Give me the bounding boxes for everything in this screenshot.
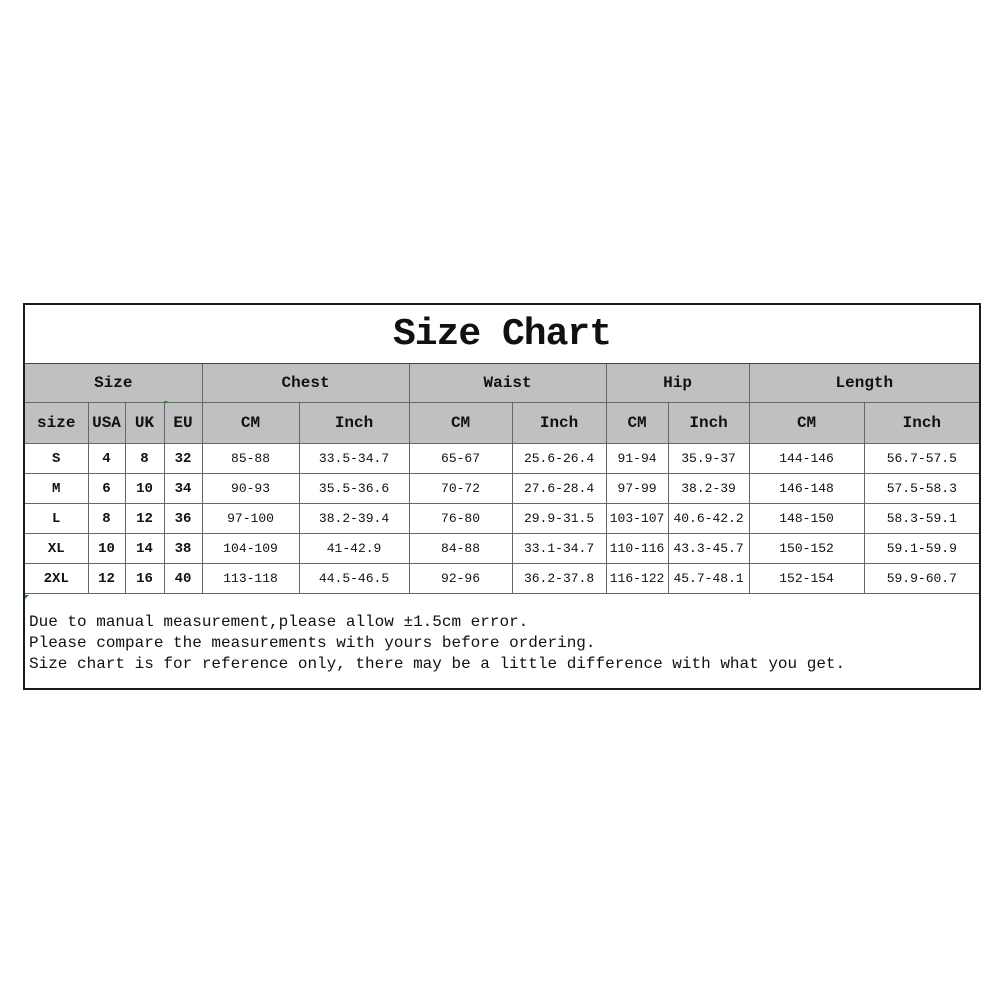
notes	[25, 594, 979, 675]
cell-marker-icon	[164, 401, 168, 405]
cell: 12	[125, 504, 164, 534]
group-size: Size	[25, 364, 202, 403]
cell: 29.9-31.5	[512, 504, 606, 534]
cell: 10	[88, 534, 125, 564]
col-header: CM	[202, 403, 299, 444]
col-header: CM	[606, 403, 668, 444]
col-header: size	[25, 403, 88, 444]
size-chart	[23, 303, 981, 690]
group-hip: Hip	[606, 364, 749, 403]
col-header: CM	[409, 403, 512, 444]
cell: 91-94	[606, 444, 668, 474]
cell: 10	[125, 474, 164, 504]
cell: 144-146	[749, 444, 864, 474]
cell: 32	[164, 444, 202, 474]
cell: S	[25, 444, 88, 474]
cell: 33.1-34.7	[512, 534, 606, 564]
cell: 85-88	[202, 444, 299, 474]
group-waist: Waist	[409, 364, 606, 403]
sub-header-row	[25, 403, 979, 444]
cell: 65-67	[409, 444, 512, 474]
chart-title: Size Chart	[25, 305, 979, 364]
cell: 43.3-45.7	[668, 534, 749, 564]
cell: 41-42.9	[299, 534, 409, 564]
cell: 8	[125, 444, 164, 474]
cell: 40	[164, 564, 202, 594]
col-header: CM	[749, 403, 864, 444]
table-row	[25, 444, 979, 474]
cell: 27.6-28.4	[512, 474, 606, 504]
cell: 34	[164, 474, 202, 504]
col-header: UK	[125, 403, 164, 444]
cell: 33.5-34.7	[299, 444, 409, 474]
cell: 56.7-57.5	[864, 444, 979, 474]
cell: 58.3-59.1	[864, 504, 979, 534]
cell: 40.6-42.2	[668, 504, 749, 534]
cell: 45.7-48.1	[668, 564, 749, 594]
cell: 14	[125, 534, 164, 564]
note-line: Please compare the measurements with yours before ordering.	[29, 634, 596, 652]
cell: 104-109	[202, 534, 299, 564]
cell: 16	[125, 564, 164, 594]
cell: L	[25, 504, 88, 534]
cell: 148-150	[749, 504, 864, 534]
cell: 110-116	[606, 534, 668, 564]
col-header: USA	[88, 403, 125, 444]
cell: 35.9-37	[668, 444, 749, 474]
col-header: Inch	[512, 403, 606, 444]
note-line: Due to manual measurement,please allow ±1.5cm error.	[29, 613, 529, 631]
table-row	[25, 534, 979, 564]
cell: 36.2-37.8	[512, 564, 606, 594]
cell: 70-72	[409, 474, 512, 504]
cell: 146-148	[749, 474, 864, 504]
cell: 152-154	[749, 564, 864, 594]
group-length: Length	[749, 364, 979, 403]
cell: 35.5-36.6	[299, 474, 409, 504]
cell: 59.1-59.9	[864, 534, 979, 564]
cell: 97-99	[606, 474, 668, 504]
cell: 116-122	[606, 564, 668, 594]
cell: 92-96	[409, 564, 512, 594]
note-line: Size chart is for reference only, there may be a little difference with what you get.	[29, 655, 846, 673]
table-row	[25, 504, 979, 534]
cell: 90-93	[202, 474, 299, 504]
cell: 113-118	[202, 564, 299, 594]
cell: 2XL	[25, 564, 88, 594]
cell: 84-88	[409, 534, 512, 564]
cell: XL	[25, 534, 88, 564]
cell: 38.2-39.4	[299, 504, 409, 534]
cell: 4	[88, 444, 125, 474]
col-header: Inch	[668, 403, 749, 444]
col-header: Inch	[864, 403, 979, 444]
cell: 57.5-58.3	[864, 474, 979, 504]
group-header-row	[25, 364, 979, 403]
cell: 59.9-60.7	[864, 564, 979, 594]
cell-marker-icon	[25, 595, 29, 599]
size-table	[25, 364, 979, 594]
cell: 150-152	[749, 534, 864, 564]
cell: 6	[88, 474, 125, 504]
cell: 36	[164, 504, 202, 534]
cell: 103-107	[606, 504, 668, 534]
col-header: EU	[164, 403, 202, 444]
cell: 25.6-26.4	[512, 444, 606, 474]
cell: 38	[164, 534, 202, 564]
cell: 97-100	[202, 504, 299, 534]
cell: M	[25, 474, 88, 504]
col-header: Inch	[299, 403, 409, 444]
cell: 12	[88, 564, 125, 594]
table-row	[25, 474, 979, 504]
cell: 44.5-46.5	[299, 564, 409, 594]
group-chest: Chest	[202, 364, 409, 403]
cell: 8	[88, 504, 125, 534]
table-row	[25, 564, 979, 594]
cell: 38.2-39	[668, 474, 749, 504]
cell: 76-80	[409, 504, 512, 534]
